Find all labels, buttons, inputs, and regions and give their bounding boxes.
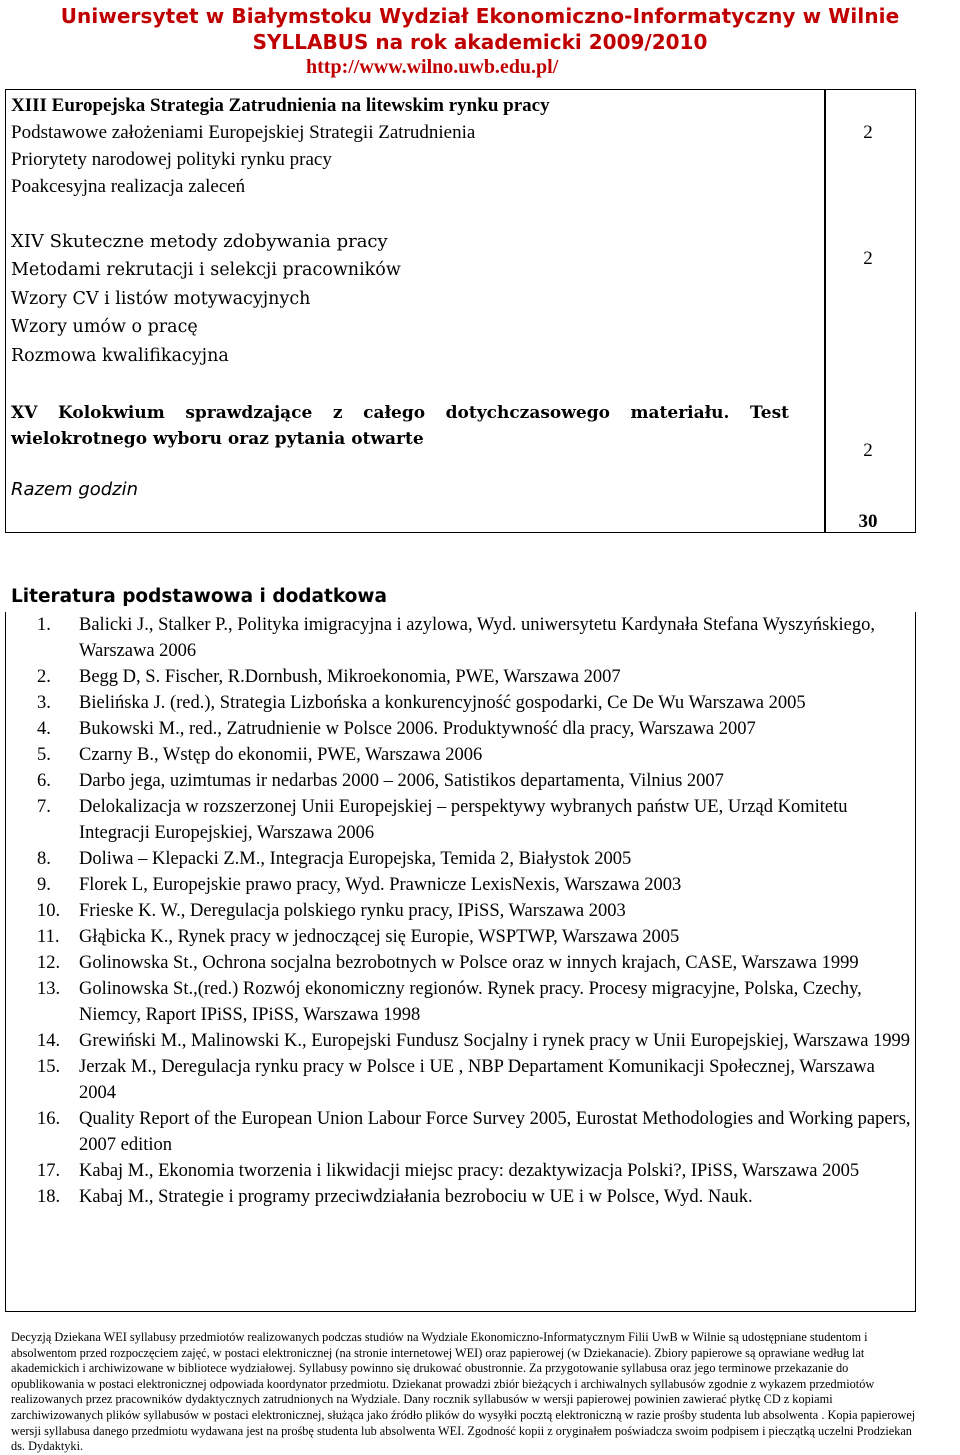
footer-note: Decyzją Dziekana WEI syllabusy przedmiotów realizowanych podczas studiów na Wydziale Ekonomiczno-Informatycznym Filii UwB w Wilnie są udostępniane studentom i absolwentom przed rozpoczęciem zajęć, w postaci elektronicznej (na stronie internetowej WEI) oraz papierowej (w Dziekanacie). Zbiory papierowe są oprawiane według lat akademickich i archiwizowane w bibliotece wydziałowej. Syllabusy powinno się drukować obustronnie. Za przygotowanie syllabusa oraz jego terminowe przekazanie do opublikowania w postaci elektronicznej odpowiada koordynator przedmiotu. Dziekanat prowadzi zbiór bieżących i archiwalnych syllabusów zgodnie z wykazem przedmiotów realizowanych przez pracowników dydaktycznych zatrudnionych na Wydziale. Dany rocznik syllabusów w wersji papierowej powinien zawierać płytkę CD z kopiami zarchiwizowanych plików syllabusów w postaci elektronicznej, służąca jako źródło plików do wysyłki pocztą elektroniczną w razie prośby studenta lub absolwenta . Kopia papierowej wersji syllabusa danego przedmiotu wydawana jest na prośbę studenta lub absolwenta WEI. Zgodność kopii z oryginałem poświadcza swoim podpisem i pieczątką uczelni Prodziekan ds. Dydaktyki. <box>11 1330 916 1454</box>
column-divider <box>824 90 826 532</box>
literature-item: 1. Balicki J., Stalker P., Polityka imigracyjna i azylowa, Wyd. uniwersytetu Kardynała Stefana Wyszyńskiego, Warszawa 2006 <box>37 615 876 661</box>
literature-title: Literatura podstawowa i dodatkowa <box>11 586 387 607</box>
section-item: Wzory CV i listów motywacyjnych <box>11 289 311 309</box>
section-heading: XIII Europejska Strategia Zatrudnienia na litewskim rynku pracy <box>11 95 550 116</box>
section-hours: 2 <box>863 122 873 143</box>
literature-item: 15. Jerzak M., Deregulacja rynku pracy w Polsce i UE , NBP Departament Komunikacji Społecznej, Warszawa 2004 <box>37 1057 875 1103</box>
section-hours: 2 <box>863 440 873 461</box>
section-heading: XV Kolokwium sprawdzające z całego dotychczasowego materiału. Test <box>11 403 789 423</box>
section-item: Wzory umów o pracę <box>11 317 198 337</box>
section-heading: XIV Skuteczne metody zdobywania pracy <box>11 231 388 252</box>
literature-item: 12. Golinowska St., Ochrona socjalna bezrobotnych w Polsce oraz w innych krajach, CASE, Warszawa 1999 <box>37 953 859 973</box>
literature-item: 7. Delokalizacja w rozszerzonej Unii Europejskiej – perspektywy wybranych państw UE, Urząd Komitetu Integracji Europejskiej, Warszawa 2006 <box>37 797 848 843</box>
total-hours-label: Razem godzin <box>11 479 139 500</box>
literature-item: 14. Grewiński M., Malinowski K., Europejski Fundusz Socjalny i rynek pracy w Unii Europejskiej, Warszawa 1999 <box>37 1031 911 1051</box>
university-header: Uniwersytet w Białymstoku Wydział Ekonomiczno-Informatyczny w Wilnie <box>60 4 900 28</box>
section-heading-cont: wielokrotnego wyboru oraz pytania otwarte <box>11 429 424 449</box>
literature-list <box>11 612 916 1210</box>
section-item: Metodami rekrutacji i selekcji pracowników <box>11 260 401 280</box>
literature-item: 18. Kabaj M., Strategie i programy przeciwdziałania bezrobociu w UE i w Polsce, Wyd. Nauk. <box>37 1187 753 1207</box>
literature-item: 16. Quality Report of the European Union Labour Force Survey 2005, Eurostat Methodologies and Working papers, 2007 edition <box>37 1109 911 1155</box>
literature-item: 2. Begg D, S. Fischer, R.Dornbush, Mikroekonomia, PWE, Warszawa 2007 <box>37 667 621 687</box>
literature-item: 10. Frieske K. W., Deregulacja polskiego rynku pracy, IPiSS, Warszawa 2003 <box>37 901 626 921</box>
section-item: Podstawowe założeniami Europejskiej Strategii Zatrudnienia <box>11 122 476 143</box>
syllabus-year: SYLLABUS na rok akademicki 2009/2010 <box>252 30 708 54</box>
literature-item: 6. Darbo jega, uzimtumas ir nedarbas 2000 – 2006, Satistikos departamenta, Vilnius 2007 <box>37 771 724 791</box>
section-item: Rozmowa kwalifikacyjna <box>11 346 229 366</box>
literature-item: 17. Kabaj M., Ekonomia tworzenia i likwidacji miejsc pracy: dezaktywizacja Polski?, IPiSS, Warszawa 2005 <box>37 1161 860 1181</box>
literature-item: 8. Doliwa – Klepacki Z.M., Integracja Europejska, Temida 2, Białystok 2005 <box>37 849 632 869</box>
literature-item: 4. Bukowski M., red., Zatrudnienie w Polsce 2006. Produktywność dla pracy, Warszawa 2007 <box>37 719 756 739</box>
section-hours: 2 <box>863 248 873 269</box>
literature-item: 11. Głąbicka K., Rynek pracy w jednoczącej się Europie, WSPTWP, Warszawa 2005 <box>37 927 680 947</box>
section-item: Poakcesyjna realizacja zaleceń <box>11 176 246 197</box>
literature-item: 3. Bielińska J. (red.), Strategia Lizbońska a konkurencyjność gospodarki, Ce De Wu Warszawa 2005 <box>37 693 806 713</box>
literature-item: 13. Golinowska St.,(red.) Rozwój ekonomiczny regionów. Rynek pracy. Procesy migracyjne, Polska, Czechy, Niemcy, Raport IPiSS, IPiSS, Warszawa 1998 <box>37 979 862 1025</box>
literature-item: 5. Czarny B., Wstęp do ekonomii, PWE, Warszawa 2006 <box>37 745 483 765</box>
section-item: Priorytety narodowej polityki rynku pracy <box>11 149 332 170</box>
literature-item: 9. Florek L, Europejskie prawo pracy, Wyd. Prawnicze LexisNexis, Warszawa 2003 <box>37 875 682 895</box>
website-url[interactable]: http://www.wilno.uwb.edu.pl/ <box>306 56 559 78</box>
total-hours-value: 30 <box>858 511 878 532</box>
